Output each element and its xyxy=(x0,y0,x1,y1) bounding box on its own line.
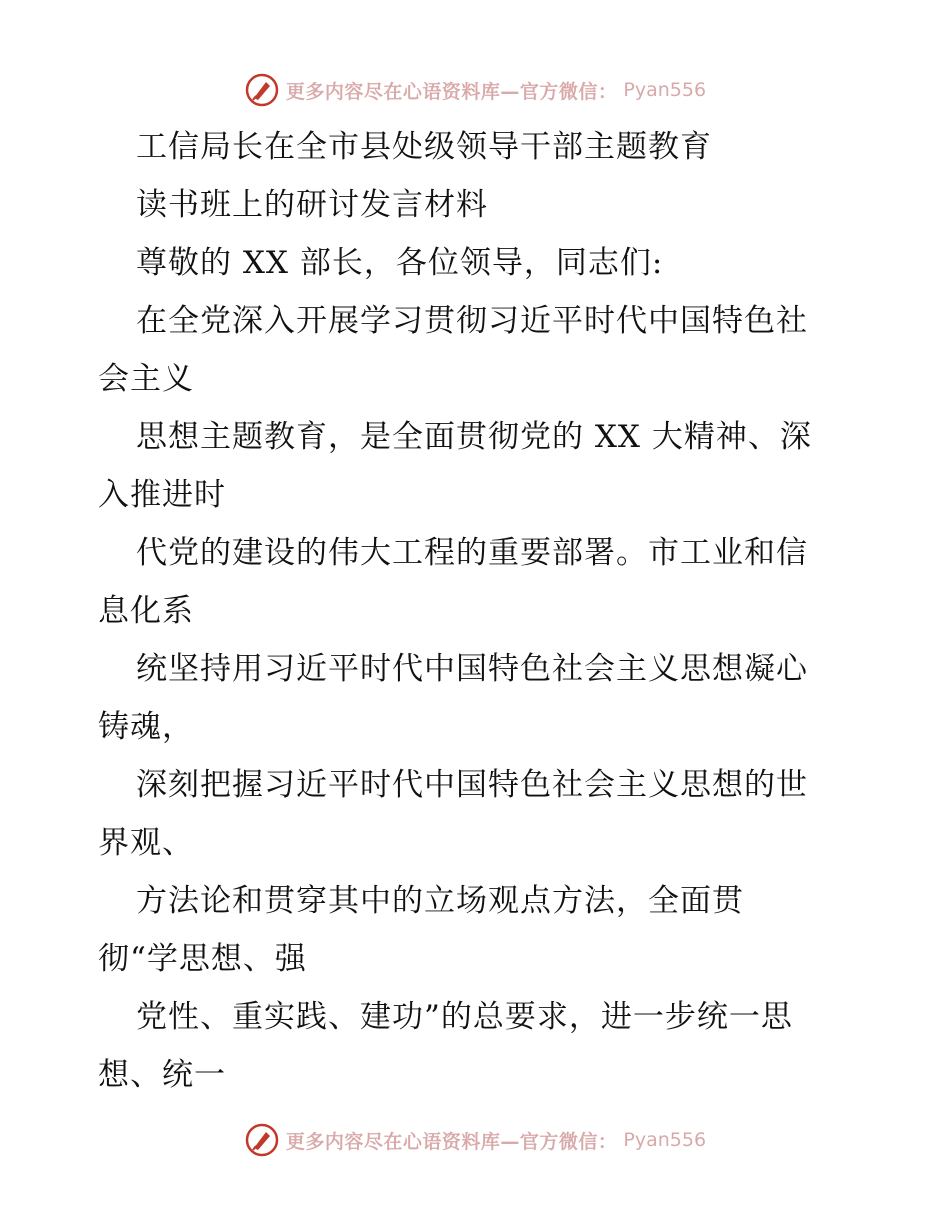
document-line: 思想主题教育，是全面贯彻党的 XX 大精神、深 xyxy=(136,419,812,455)
document-line: 统坚持用习近平时代中国特色社会主义思想凝心 xyxy=(136,651,808,687)
document-line: 深刻把握习近平时代中国特色社会主义思想的世 xyxy=(136,767,808,803)
header-slogan: 更多内容尽在心语资料库—官方微信： xyxy=(285,80,618,103)
document-line: 界观、 xyxy=(98,825,194,861)
document-line: 在全党深入开展学习贯彻习近平时代中国特色社 xyxy=(136,303,808,339)
header-banner xyxy=(0,70,950,110)
pen-logo-icon xyxy=(244,1122,280,1158)
document-line: 工信局长在全市县处级领导干部主题教育 xyxy=(136,129,712,165)
header-wechat-id: Pyan556 xyxy=(623,79,707,101)
footer-banner xyxy=(0,1120,950,1160)
pen-logo-icon xyxy=(244,72,280,108)
document-line: 入推进时 xyxy=(98,477,226,513)
footer-slogan: 更多内容尽在心语资料库—官方微信： xyxy=(285,1130,618,1153)
document-line: 方法论和贯穿其中的立场观点方法，全面贯 xyxy=(136,883,744,919)
document-body xyxy=(98,118,858,1104)
document-line: 读书班上的研讨发言材料 xyxy=(136,187,488,223)
footer-wechat-id: Pyan556 xyxy=(623,1129,707,1151)
document-line: 党性、重实践、建功”的总要求，进一步统一思 xyxy=(136,999,793,1035)
document-line: 铸魂， xyxy=(98,709,194,745)
document-line: 会主义 xyxy=(98,361,194,397)
document-line: 息化系 xyxy=(98,593,194,629)
document-line: 想、统一 xyxy=(98,1057,226,1093)
document-line: 代党的建设的伟大工程的重要部署。市工业和信 xyxy=(136,535,808,571)
document-line: 尊敬的 XX 部长，各位领导，同志们: xyxy=(136,245,664,281)
document-line: 彻“学思想、强 xyxy=(98,941,307,977)
